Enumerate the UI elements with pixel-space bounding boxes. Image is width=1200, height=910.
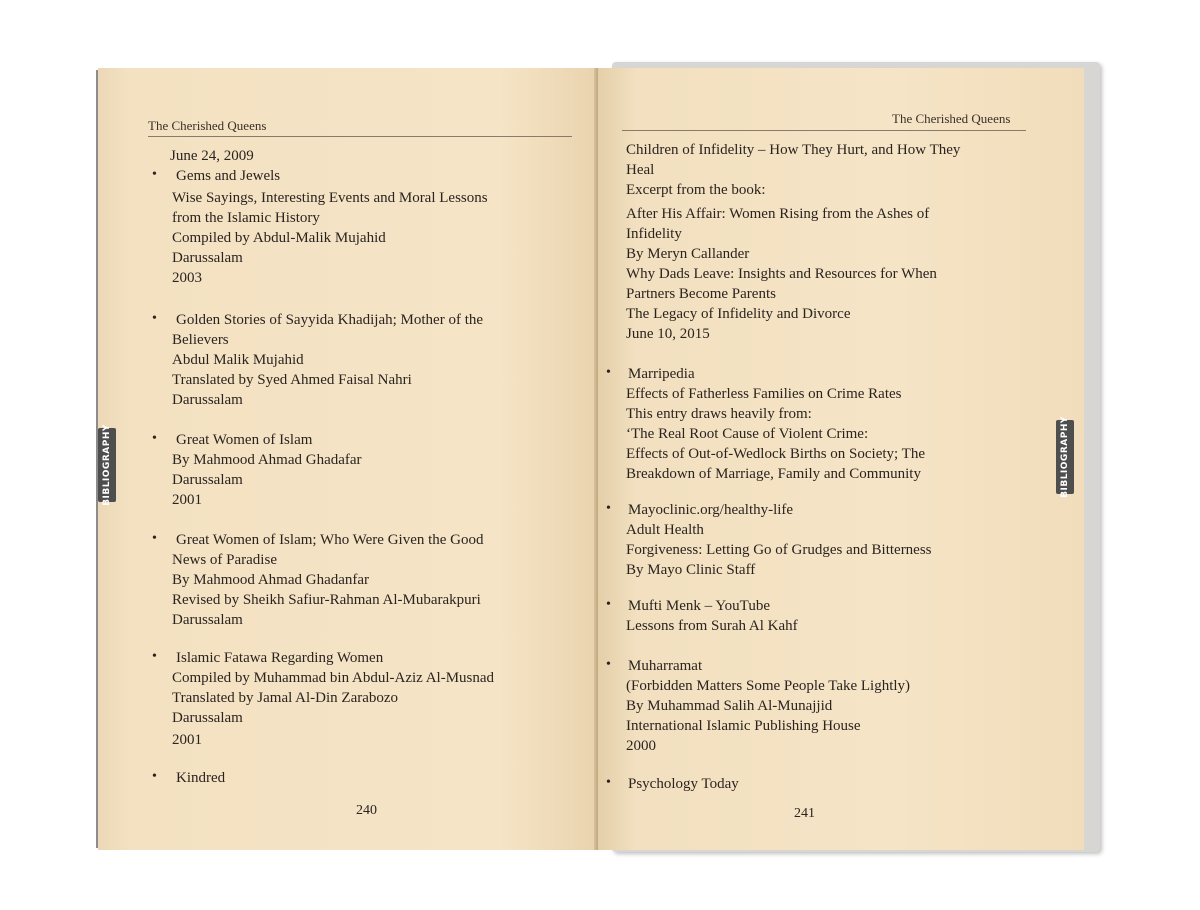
entry-title: Great Women of Islam; Who Were Given the Good <box>176 532 484 548</box>
entry-line: By Mahmood Ahmad Ghadanfar <box>172 572 370 588</box>
bibliography-tab-label: BIBLIOGRAPHY <box>1060 416 1070 498</box>
entry-line: Effects of Out-of-Wedlock Births on Society; The <box>626 446 926 462</box>
entry-line: Lessons from Surah Al Kahf <box>626 618 798 634</box>
entry-line: 2003 <box>172 270 202 286</box>
bullet-mark: • <box>152 311 157 326</box>
entry-line: Excerpt from the book: <box>626 182 766 198</box>
entry-line: Forgiveness: Letting Go of Grudges and Bitterness <box>626 542 932 558</box>
entry-line: Revised by Sheikh Safiur-Rahman Al-Mubarakpuri <box>172 592 481 608</box>
right-page <box>598 68 1084 850</box>
bullet-mark: • <box>606 775 611 790</box>
entry-line: By Muhammad Salih Al-Munajjid <box>626 698 833 714</box>
entry-line: By Meryn Callander <box>626 246 750 262</box>
bullet-mark: • <box>606 501 611 516</box>
entry-title: Psychology Today <box>628 776 739 792</box>
entry-line: Darussalam <box>172 250 243 266</box>
entry-title: Mayoclinic.org/healthy-life <box>628 502 794 518</box>
entry-title: Islamic Fatawa Regarding Women <box>176 650 384 666</box>
entry-line: Darussalam <box>172 710 243 726</box>
left-header-rule <box>148 136 572 137</box>
entry-line: Abdul Malik Mujahid <box>172 352 304 368</box>
bullet-mark: • <box>152 649 157 664</box>
entry-line: Infidelity <box>626 226 682 242</box>
entry-line: Adult Health <box>626 522 704 538</box>
entry-line: Compiled by Abdul-Malik Mujahid <box>172 230 386 246</box>
bullet-mark: • <box>152 531 157 546</box>
entry-line: June 24, 2009 <box>170 148 254 164</box>
right-header-rule <box>622 130 1026 131</box>
bibliography-tab-label: BIBLIOGRAPHY <box>102 424 112 506</box>
entry-line: June 10, 2015 <box>626 326 710 342</box>
entry-title: Marripedia <box>628 366 695 382</box>
right-running-header: The Cherished Queens <box>892 111 1011 126</box>
right-page-number: 241 <box>794 806 815 821</box>
bibliography-tab-left <box>98 424 116 506</box>
entry-line: Partners Become Parents <box>626 286 776 302</box>
entry-line: from the Islamic History <box>172 210 320 226</box>
bullet-mark: • <box>606 597 611 612</box>
entry-line: International Islamic Publishing House <box>626 718 861 734</box>
entry-title: Great Women of Islam <box>176 432 313 448</box>
entry-line: By Mayo Clinic Staff <box>626 562 756 578</box>
bullet-mark: • <box>606 365 611 380</box>
entry-line: Breakdown of Marriage, Family and Community <box>626 466 921 482</box>
bullet-mark: • <box>152 167 157 182</box>
entry-line: This entry draws heavily from: <box>626 406 812 422</box>
left-page <box>98 68 600 850</box>
entry-line: (Forbidden Matters Some People Take Lightly) <box>626 678 911 694</box>
entry-title: Gems and Jewels <box>176 168 281 184</box>
entry-line: Heal <box>626 162 655 178</box>
entry-line: By Mahmood Ahmad Ghadafar <box>172 452 362 468</box>
entry-line: Darussalam <box>172 612 243 628</box>
entry-line: Darussalam <box>172 392 243 408</box>
entry-line: Compiled by Muhammad bin Abdul-Aziz Al-Musnad <box>172 670 495 686</box>
entry-line: 2001 <box>172 492 202 508</box>
entry-line: 2001 <box>172 732 202 748</box>
entry-line: Effects of Fatherless Families on Crime Rates <box>626 386 902 402</box>
entry-title: Mufti Menk – YouTube <box>628 598 770 614</box>
left-running-header: The Cherished Queens <box>148 118 267 133</box>
bullet-mark: • <box>606 657 611 672</box>
entry-line: 2000 <box>626 738 656 754</box>
entry-line: Wise Sayings, Interesting Events and Moral Lessons <box>172 190 488 206</box>
entry-line: Translated by Jamal Al-Din Zarabozo <box>172 690 399 706</box>
entry-line: Darussalam <box>172 472 243 488</box>
entry-line: ‘The Real Root Cause of Violent Crime: <box>626 426 869 442</box>
entry-title: Muharramat <box>628 658 703 674</box>
entry-line: Translated by Syed Ahmed Faisal Nahri <box>172 372 412 388</box>
left-page-number: 240 <box>356 803 377 818</box>
entry-line: Believers <box>172 332 229 348</box>
entry-title: Kindred <box>176 770 226 786</box>
entry-line: After His Affair: Women Rising from the Ashes of <box>626 206 930 222</box>
entry-line: The Legacy of Infidelity and Divorce <box>626 306 851 322</box>
bullet-mark: • <box>152 431 157 446</box>
bibliography-tab-right <box>1056 416 1074 498</box>
entry-line: Children of Infidelity – How They Hurt, and How They <box>626 142 961 158</box>
entry-line: Why Dads Leave: Insights and Resources for When <box>626 266 937 282</box>
entry-line: News of Paradise <box>172 552 277 568</box>
bullet-mark: • <box>152 769 157 784</box>
entry-title: Golden Stories of Sayyida Khadijah; Mother of the <box>176 312 484 328</box>
